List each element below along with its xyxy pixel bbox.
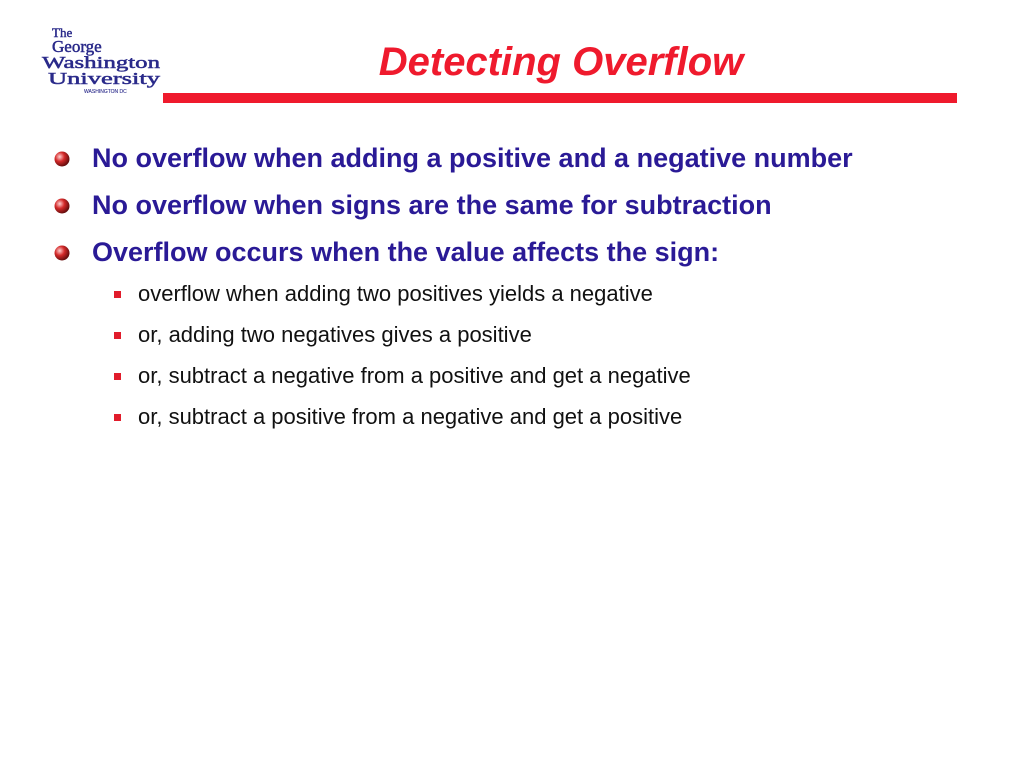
bullet-text: Overflow occurs when the value affects the sign: <box>92 237 720 267</box>
bullet-text: No overflow when signs are the same for subtraction <box>92 190 772 220</box>
sub-bullet-item <box>100 401 974 432</box>
slide-title: Detecting Overflow <box>378 40 744 84</box>
bullet-item <box>54 186 974 225</box>
sub-bullet-text: or, subtract a negative from a positive and get a negative <box>138 363 691 388</box>
bullet-text: No overflow when adding a positive and a negative number <box>92 143 853 173</box>
bullet-item <box>54 233 974 432</box>
title-underline <box>163 93 957 103</box>
sub-bullet-text: or, adding two negatives gives a positive <box>138 322 532 347</box>
logo-text-university: University <box>48 69 161 88</box>
sub-bullet-item <box>100 319 974 350</box>
sub-bullet-item <box>100 360 974 391</box>
logo-text-george: George <box>52 37 102 56</box>
square-bullet-icon <box>114 414 121 421</box>
sub-bullet-text: overflow when adding two positives yields a negative <box>138 281 653 306</box>
sub-bullet-item <box>100 278 974 309</box>
sub-bullet-list <box>92 278 974 432</box>
square-bullet-icon <box>114 332 121 339</box>
university-logo <box>40 24 164 96</box>
square-bullet-icon <box>114 373 121 380</box>
ball-bullet-icon <box>54 151 70 167</box>
square-bullet-icon <box>114 291 121 298</box>
ball-bullet-icon <box>54 245 70 261</box>
bullet-item <box>54 139 974 178</box>
bullet-list <box>54 139 974 442</box>
logo-text-washington: Washington <box>42 53 161 72</box>
logo-text-washington-dc: WASHINGTON DC <box>84 89 127 95</box>
logo-text-the: The <box>52 25 73 40</box>
sub-bullet-text: or, subtract a positive from a negative and get a positive <box>138 404 683 429</box>
ball-bullet-icon <box>54 198 70 214</box>
university-logo-icon <box>40 24 164 96</box>
